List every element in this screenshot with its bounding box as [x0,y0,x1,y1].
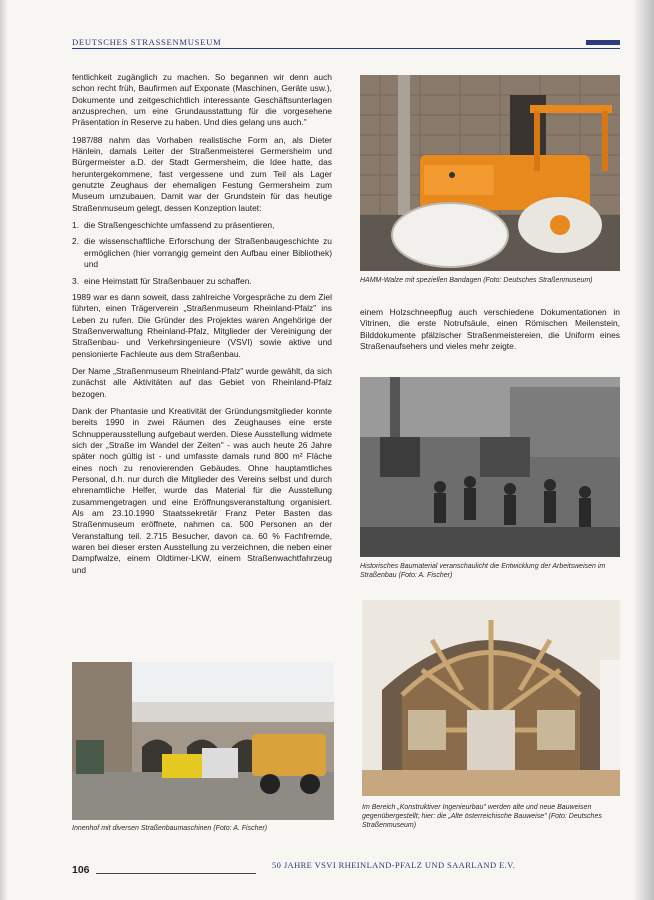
header-accent-bar [586,40,620,45]
photo-hamm-walze [360,75,620,271]
header-rule [72,48,620,49]
page-edge-shadow [634,0,654,900]
left-text-column [72,72,332,582]
paragraph: 1989 war es dann soweit, dass zahlreiche Vorgespräche zu dem Ziel führten, einen Trägerverein „Straßenmuseum Rheinland-Pfalz" ins Leben zu rufen. Die Gründer des Projektes waren Angehörige der Straßenverwaltung Rheinland-Pfalz, Mitglieder der Vereinigung der Straßenbau- und Verkehrsingenieure (VSVI) sowie aktive und pensionierte Fachleute aus dem Straßenbau. [72,291,332,359]
list-item [72,220,332,231]
list-text: die Straßengeschichte umfassend zu präsentieren, [84,220,275,231]
caption-hamm-walze: HAMM-Walze mit speziellen Bandagen (Foto: Deutsches Straßenmuseum) [360,277,593,284]
paragraph: 1987/88 nahm das Vorhaben realistische Form an, als Dieter Hänlein, damals Leiter der Straßenmeisterei Germersheim und Bürgermeister a.D. der Stadt Germersheim, die Idee hatte, das heruntergekommene, fast vergessene und zum Teil als Lager genutzte Zeughaus der ehemaligen Festung Germersheim zum Museum umzubauen. Damit war der Grundstein für das heutige Straßenmuseum gelegt, dessen Konzeption lautet: [72,134,332,213]
paragraph: Der Name „Straßenmuseum Rheinland-Pfalz" wurde gewählt, da sich zunächst alle Aktivitäten auf das Gebiet von Rheinland-Pfalz bezogen. [72,365,332,399]
paragraph: fentlichkeit zugänglich zu machen. So begannen wir denn auch schon recht früh, Baufirmen auf Exponate (Maschinen, Geräte usw.), Dokumente und zeitgeschichtlich interessante Geschäftsunterlagen anzusprechen, um eine Grundausstattung für die vorgesehene Präsentation in Reserve zu haben. Und dies gelang uns auch." [72,72,332,128]
list-item [72,236,332,270]
page-binding-shadow [0,0,8,900]
page-number: 106 [72,864,90,876]
photo-konstruktiver-ingenieurbau [362,600,620,796]
photo-historisches-baumaterial [360,377,620,557]
caption-innenhof: Innenhof mit diversen Straßenbaumaschinen (Foto: A. Fischer) [72,825,268,832]
list-number: 3. [72,275,80,286]
list-item [72,276,332,287]
publication-title: 50 JAHRE VSVI RHEINLAND-PFALZ UND SAARLAND E.V. [272,860,516,870]
caption-konstruktiver-ingenieurbau: Im Bereich „Konstruktiver Ingenieurbau" werden alte und neue Bauweisen gegenübergestellt; hier: die „Alte österreichische Bauweise" (Foto: Deutsches Straßenmuseum) [362,804,602,829]
courtyard-machines-illustration [72,662,334,820]
paragraph: einem Holzschneepflug auch verschiedene Dokumentationen in Vitrinen, die erste Notrufsäule, einen Römischen Meilenstein, Bilddokumente pfälzischer Straßenmeistereien, die Uniform eines Straßenaufsehers und vieles mehr zeigte. [360,307,620,352]
list-text: die wissenschaftliche Erforschung der Straßenbaugeschichte zu ermöglichen (hier vorrangig gemeint den Aufbau einer Bibliothek) und [84,236,332,270]
list-number: 1. [72,220,80,231]
list-number: 2. [72,236,80,247]
list-text: eine Heimstatt für Straßenbauer zu schaffen. [84,275,252,286]
running-header: DEUTSCHES STRASSENMUSEUM [72,37,222,47]
footer-rule [96,873,256,874]
photo-innenhof [72,662,334,820]
paragraph: Dank der Phantasie und Kreativität der Gründungsmitglieder konnte bereits 1990 in zwei Räumen des Zeughauses eine erste Schnupperausstellung aufgebaut werden. Diese Ausstellung widmete sich der „Straße im Wandel der Zeiten" - was auch heute 26 Jahre später noch gültig ist - und umfasste damals rund 800 m² Fläche eines noch zu renovierenden Gebäudes. Ohne hauptamtliches Personal, d.h. nur durch die Mitglieder des Vereins selbst und durch ehrenamtliche Helfer, wurde das Material für die Ausstellung zusammengetragen und eine Eröffnungsveranstaltung organisiert. Als am 23.10.1990 Staatssekretär Franz Peter Basten das Straßenmuseum eröffnete, nahmen ca. 500 Personen an der Veranstaltung teil. 2.715 Besucher, davon ca. 60 % Fachfremde, waren bei dieser ersten Ausstellung zu verzeichnen, die neben einer Dampfwalze, einem Oldtimer-LKW, einem Straßenwachtfahrzeug und [72,405,332,575]
timber-arch-illustration [362,600,620,796]
caption-historisches-baumaterial: Historisches Baumaterial veranschaulicht die Entwicklung der Arbeitsweisen im Straßenbau (Foto: A. Fischer) [360,563,606,579]
concept-list [72,220,332,287]
historical-workers-illustration [360,377,620,557]
road-roller-illustration [360,75,620,271]
right-text-column [360,307,620,352]
